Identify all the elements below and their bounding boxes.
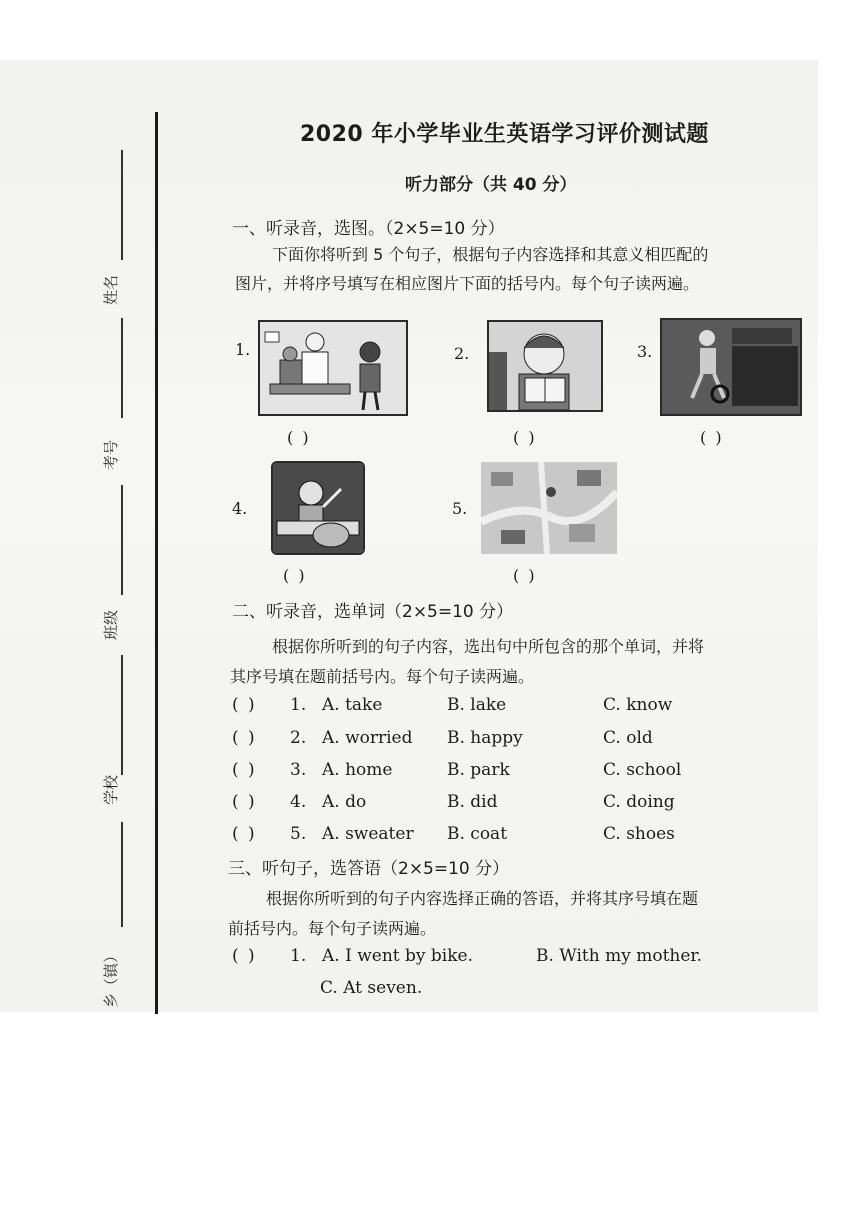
- name-blank-line: [121, 150, 123, 260]
- s2-q2-num: 2.: [290, 728, 307, 748]
- page-subtitle: 听力部分（共 40 分）: [405, 175, 577, 195]
- person-exercising-scene-icon: [662, 320, 800, 414]
- picture-5-image: [481, 462, 617, 554]
- doctor-patient-scene-icon: [260, 322, 406, 414]
- s3-q1-option-a: A. I went by bike.: [322, 946, 473, 966]
- s2-q3-option-c: C. school: [603, 760, 682, 780]
- class-blank-line: [121, 485, 123, 595]
- child-playing-drums-icon: [273, 463, 363, 553]
- picture-4-number: 4.: [232, 499, 248, 518]
- s2-q5-option-b: B. coat: [447, 824, 508, 844]
- s2-q1-option-b: B. lake: [447, 695, 507, 715]
- picture-3-answer-paren[interactable]: ( ): [700, 428, 724, 447]
- picture-3-number: 3.: [637, 342, 653, 361]
- school-blank-line: [121, 655, 123, 775]
- section3-instruction-line2: 前括号内。每个句子读两遍。: [228, 919, 437, 938]
- picture-5-answer-paren[interactable]: ( ): [513, 566, 537, 585]
- s2-q4-option-b: B. did: [447, 792, 498, 812]
- picture-2-answer-paren[interactable]: ( ): [513, 428, 537, 447]
- s3-q1-option-b: B. With my mother.: [536, 946, 703, 966]
- s3-q1-num: 1.: [290, 946, 307, 966]
- town-blank-line: [121, 822, 123, 927]
- name-label: 姓名: [102, 274, 120, 305]
- s2-q1-num: 1.: [290, 695, 307, 715]
- s2-q3-option-a: A. home: [322, 760, 393, 780]
- picture-2-image: [487, 320, 603, 412]
- school-label: 学校: [102, 774, 120, 805]
- picture-4-image: [271, 461, 365, 555]
- s2-q2-option-c: C. old: [603, 728, 653, 748]
- s2-q2-option-a: A. worried: [322, 728, 413, 748]
- section2-heading: 二、听录音，选单词（2×5=10 分）: [232, 602, 514, 622]
- section3-heading: 三、听句子，选答语（2×5=10 分）: [228, 859, 510, 879]
- s2-q4-option-a: A. do: [322, 792, 367, 812]
- s2-q3-option-b: B. park: [447, 760, 510, 780]
- s2-q1-option-a: A. take: [322, 695, 383, 715]
- section1-instruction-line2: 图片，并将序号填写在相应图片下面的括号内。每个句子读两遍。: [235, 274, 700, 293]
- picture-4-answer-paren[interactable]: ( ): [283, 566, 307, 585]
- exam-no-blank-line: [121, 318, 123, 418]
- s2-q3-paren[interactable]: ( ): [232, 760, 257, 780]
- picture-5-number: 5.: [452, 499, 468, 518]
- picture-1-answer-paren[interactable]: ( ): [287, 428, 311, 447]
- s2-q1-paren[interactable]: ( ): [232, 695, 257, 715]
- binding-line: [155, 112, 158, 1014]
- picture-3-image: [660, 318, 802, 416]
- town-label: 乡（镇）: [102, 947, 120, 1008]
- s2-q4-option-c: C. doing: [603, 792, 675, 812]
- boy-reading-book-icon: [489, 322, 601, 410]
- s2-q4-num: 4.: [290, 792, 307, 812]
- s2-q4-paren[interactable]: ( ): [232, 792, 257, 812]
- s2-q5-option-c: C. shoes: [603, 824, 675, 844]
- s2-q2-paren[interactable]: ( ): [232, 728, 257, 748]
- picture-1-image: [258, 320, 408, 416]
- picture-2-number: 2.: [454, 344, 470, 363]
- town-map-icon: [481, 462, 617, 554]
- page-title: 2020 年小学毕业生英语学习评价测试题: [300, 122, 709, 147]
- s2-q5-option-a: A. sweater: [322, 824, 414, 844]
- exam-no-label: 考号: [102, 439, 120, 470]
- s2-q5-num: 5.: [290, 824, 307, 844]
- section1-heading: 一、听录音，选图。（2×5=10 分）: [232, 219, 505, 239]
- section2-instruction-line2: 其序号填在题前括号内。每个句子读两遍。: [230, 667, 535, 686]
- section3-instruction-line1: 根据你所听到的句子内容选择正确的答语，并将其序号填在题: [266, 889, 699, 908]
- section1-instruction-line1: 下面你将听到 5 个句子，根据句子内容选择和其意义相匹配的: [272, 245, 709, 264]
- section2-instruction-line1: 根据你所听到的句子内容，选出句中所包含的那个单词，并将: [272, 637, 705, 656]
- s2-q2-option-b: B. happy: [447, 728, 523, 748]
- s2-q5-paren[interactable]: ( ): [232, 824, 257, 844]
- s3-q1-option-c: C. At seven.: [320, 978, 423, 998]
- picture-1-number: 1.: [235, 340, 251, 359]
- s3-q1-paren[interactable]: ( ): [232, 946, 257, 966]
- s2-q3-num: 3.: [290, 760, 307, 780]
- s2-q1-option-c: C. know: [603, 695, 673, 715]
- class-label: 班级: [102, 609, 120, 640]
